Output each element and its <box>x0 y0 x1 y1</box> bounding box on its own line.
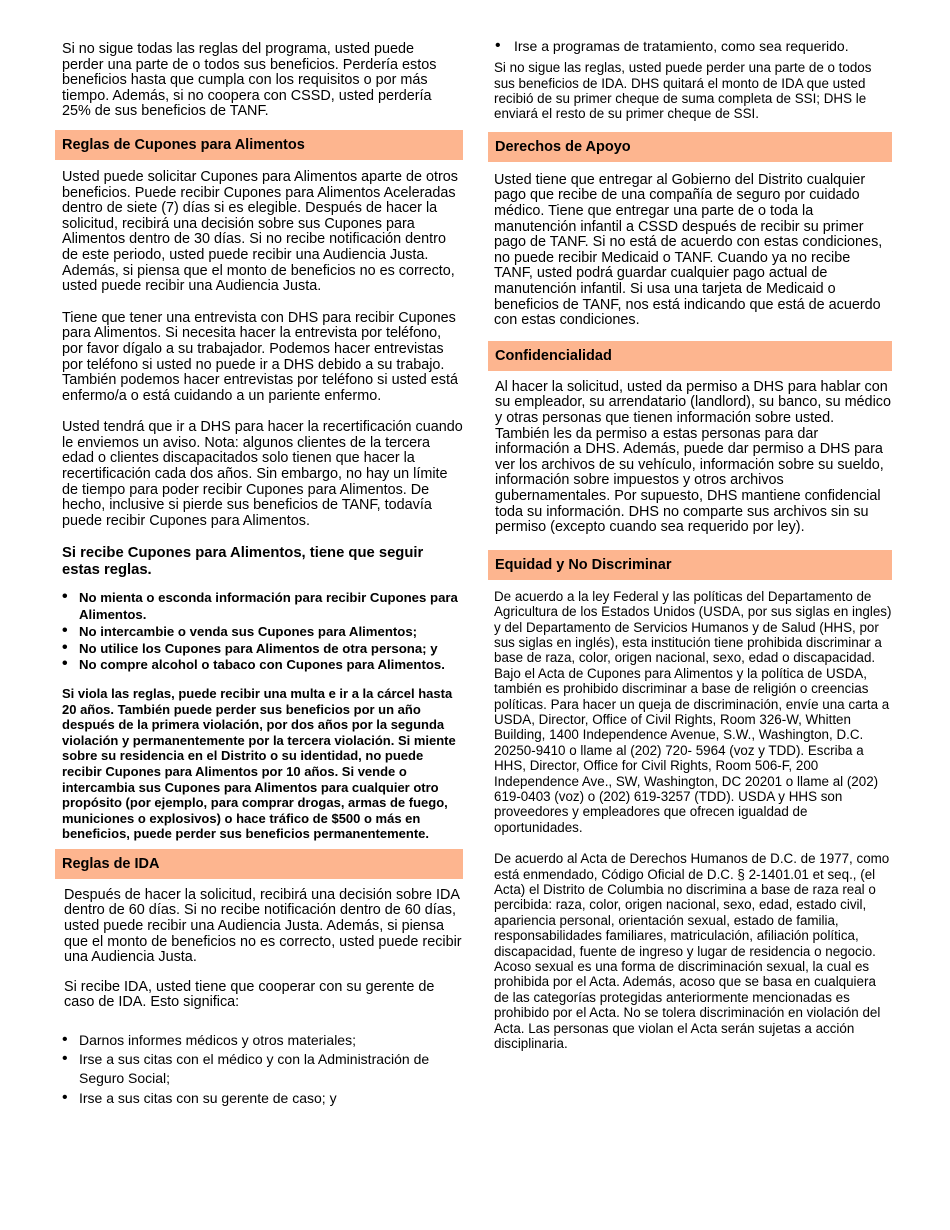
equity-heading: Equidad y No Discriminar <box>488 550 892 580</box>
list-item: • No intercambie o venda sus Cupones para Alimentos; <box>55 624 463 641</box>
equity-paragraph-2: De acuerdo al Acta de Derechos Humanos de D.C. de 1977, como está enmendado, Código Oficial de D.C. § 2-1401.01 et seq., (el Acta) el Distrito de Columbia no discrimina a base de raza real o percibida: raza, color, origen nacional, sexo, edad, estado civil, apariencia personal, orientación sexual, estado de familia, responsabilidades familiares, matriculación, afiliación política, discapacidad, fuente de ingreso y lugar de residencia o negocio. Acoso sexual es una forma de discriminación sexual, la cual es prohibida por el Acta. Además, acoso que se basa en cualquiera de las categorías protegidas anteriormente mencionadas es prohibido por el Acta. No se tolera discriminación en violación del Acta. Las personas que violan el Acta serán sujetas a acción disciplinaria. <box>494 851 890 1052</box>
food-penalty-paragraph: Si viola las reglas, puede recibir una multa e ir a la cárcel hasta 20 años. También puede perder sus beneficios por un año después de la primera violación, por dos años por la segunda violación y permanentemente por la tercera violación. Si miente sobre su residencia en el Distrito o su identidad, no puede recibir Cupones para Alimentos por 10 años. Si vende o intercambia sus Cupones para Alimentos para cualquier otro propósito (por ejemplo, para comprar drogas, armas de fuego, municiones o explosivos) o hace tráfico de $500 o más en beneficios, puede perder sus beneficios permanentemente. <box>62 685 456 842</box>
food-paragraph-3: Usted tendrá que ir a DHS para hacer la recertificación cuando le enviemos un aviso. Nota: algunos clientes de la tercera edad o clientes discapacitados solo tienen que hacer la recertificación cada dos años. Sin embargo, no hay un límite de tiempo para poder recibir Cupones para Alimentos. De hecho, inclusive si pierde sus beneficios de TANF, todavía puede recibir Cupones para Alimentos. <box>62 419 463 529</box>
confidentiality-paragraph: Al hacer la solicitud, usted da permiso a DHS para hablar con su empleador, su arrendatario (landlord), su banco, su médico y otras personas que tienen información sobre usted. También les da permiso a estas personas para dar información a DHS. Además, puede dar permiso a DHS para ver los archivos de su vehículo, información sobre su sueldo, información sobre impuestos y otros archivos gubernamentales. Por supuesto, DHS mantiene confidencial toda su información. DHS no comparte sus archivos sin su permiso (excepto cuando sea requerido por ley). <box>495 378 891 536</box>
list-item: • No utilice los Cupones para Alimentos de otra persona; y <box>55 641 463 658</box>
right-column <box>488 0 892 1051</box>
food-rules-subheading: Si recibe Cupones para Alimentos, tiene que seguir estas reglas. <box>62 545 424 578</box>
support-rights-heading: Derechos de Apoyo <box>488 132 892 162</box>
list-item: • Irse a sus citas con el médico y con la Administración de Seguro Social; <box>55 1050 463 1088</box>
ida-paragraph-3: Si no sigue las reglas, usted puede perder una parte de o todos sus beneficios de IDA. DHS quitará el monto de IDA que usted recibió de su primer cheque de suma completa de SSI; DHS le enviará el resto de su primer cheque de SSI. <box>494 60 872 122</box>
equity-paragraph-1: De acuerdo a la ley Federal y las políticas del Departamento de Agricultura de los Estados Unidos (USDA, por sus siglas en ingles) y del Departamento de Servicios Humanos y de Salud (HHS, por sus siglas en inglés), esta institución tiene prohibida discriminar a base de raza, color, origen nacional, sexo, edad o discapacidad. Bajo el Acta de Cupones para Alimentos y la política de USDA, también es prohibido discriminar a base de religión o creencias políticas. Para hacer un queja de discriminación, envíe una carta a USDA, Director, Office of Civil Rights, Room 326-W, Whitten Building, 1400 Independence Avenue, S.W., Washington, D.C. 20250-9410 o llame al (202) 720- 5964 (voz y TDD). Escriba a HHS, Director, Office for Civil Rights, Room 506-F, 200 Independence Ave., SW, Washington, DC 20201 o llame al (202) 619-0403 (voz) o (202) 619-3257 (TDD). USDA y HHS son proveedores y empleadores que ofrecen igualdad de oportunidades. <box>494 588 892 835</box>
support-rights-paragraph: Usted tiene que entregar al Gobierno del Distrito cualquier pago que recibe de una compañía de seguro por cuidado médico. Tiene que entregar una parte de o toda la manutención infantil a CSSD después de recibir su primer pago de TANF. Si no está de acuerdo con estas condiciones, no puede recibir Medicaid o TANF. Cuando ya no recibe TANF, usted podrá guardar cualquier pago actual de manutención infantil. Si usa una tarjeta de Medicaid o beneficios de TANF, nos está indicando que está de acuerdo con estas condiciones. <box>494 171 883 329</box>
confidentiality-heading: Confidencialidad <box>488 341 892 371</box>
food-paragraph-1: Usted puede solicitar Cupones para Alimentos aparte de otros beneficios. Puede recibir Cupones para Alimentos Aceleradas dentro de siete (7) días si es elegible. Después de hacer la solicitud, recibirá una decisión sobre sus Cupones para Alimentos dentro de 30 días. Si no recibe notificación dentro de este periodo, usted puede recibir una Audiencia Justa. Además, si piensa que el monto de beneficios no es correcto, usted puede recibir una Audiencia Justa. <box>62 168 458 295</box>
food-stamps-heading: Reglas de Cupones para Alimentos <box>55 130 463 160</box>
ida-paragraph-2: Si recibe IDA, usted tiene que cooperar con su gerente de caso de IDA. Esto significa: <box>64 978 435 1011</box>
list-item: • Irse a programas de tratamiento, como sea requerido. <box>488 37 892 56</box>
list-item: • Darnos informes médicos y otros materiales; <box>55 1031 463 1050</box>
food-paragraph-2: Tiene que tener una entrevista con DHS para recibir Cupones para Alimentos. Si necesita hacer la entrevista por teléfono, por favor dígalo a su trabajador. Podemos hacer entrevistas por teléfono si usted no puede ir a DHS debido a su trabajo. También podemos hacer entrevistas por teléfono si usted está enfermo/a o está cuidando a un pariente enfermo. <box>62 309 458 404</box>
intro-paragraph: Si no sigue todas las reglas del programa, usted puede perder una parte de o todos sus beneficios. Perdería estos beneficios hasta que cumpla con los requisitos o por más tiempo. Además, si no coopera con CSSD, usted perdería 25% de sus beneficios de TANF. <box>62 41 437 120</box>
ida-obligations-list-continued <box>488 37 892 56</box>
left-column <box>55 0 463 1108</box>
list-item: • Irse a sus citas con su gerente de caso; y <box>55 1089 463 1108</box>
ida-paragraph-1: Después de hacer la solicitud, recibirá una decisión sobre IDA dentro de 60 días. Si no recibe notificación dentro de 60 días, usted puede recibir una Audiencia Justa. Además, si piensa que el monto de beneficios no es correcto, usted puede recibir una Audiencia Justa. <box>64 886 462 966</box>
food-rules-list <box>55 590 463 674</box>
list-item: • No mienta o esconda información para recibir Cupones para Alimentos. <box>55 590 463 623</box>
ida-obligations-list <box>55 1031 463 1108</box>
list-item: • No compre alcohol o tabaco con Cupones para Alimentos. <box>55 657 463 674</box>
ida-heading: Reglas de IDA <box>55 849 463 879</box>
